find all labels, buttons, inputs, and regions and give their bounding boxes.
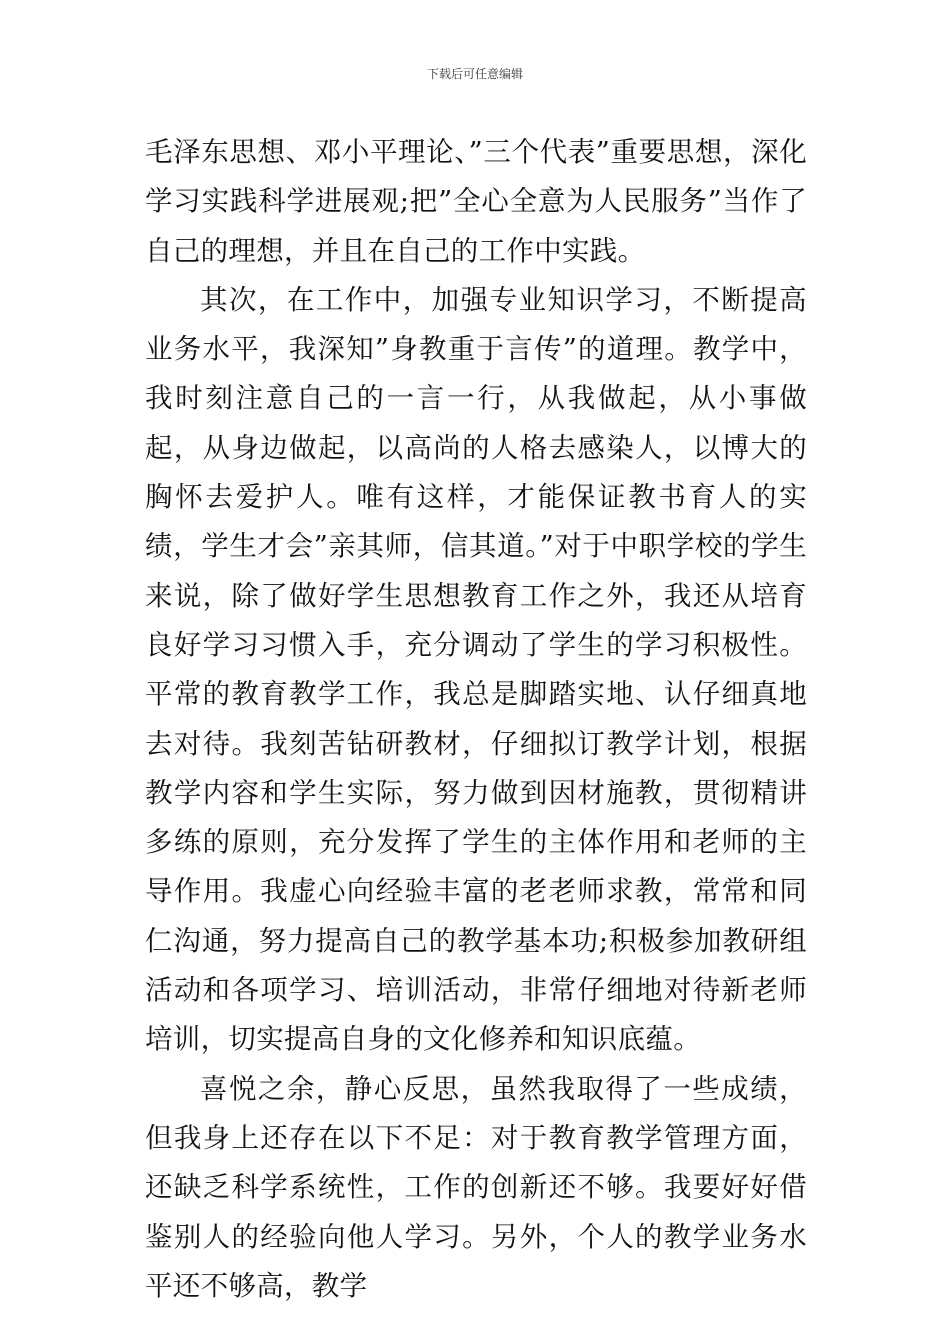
paragraph-1: 毛泽东思想、邓小平理论、”三个代表”重要思想，深化学习实践科学进展观;把”全心全意为人民服务”当作了自己的理想，并且在自己的工作中实践。	[145, 136, 807, 267]
paragraph-2: 其次，在工作中，加强专业知识学习，不断提高业务水平，我深知”身教重于言传”的道理。教学中，我时刻注意自己的一言一行，从我做起，从小事做起，从身边做起，以高尚的人格去感染人，以博大的胸怀去爱护人。唯有这样，才能保证教书育人的实绩，学生才会”亲其师，信其道。”对于中职学校的学生来说，除了做好学生思想教育工作之外，我还从培育良好学习习惯入手，充分调动了学生的学习积极性。平常的教育教学工作，我总是脚踏实地、认仔细真地去对待。我刻苦钻研教材，仔细拟订教学计划，根据教学内容和学生实际，努力做到因材施教，贯彻精讲多练的原则，充分发挥了学生的主体作用和老师的主导作用。我虚心向经验丰富的老老师求教，常常和同仁沟通，努力提高自己的教学基本功;积极参加教研组活动和各项学习、培训活动，非常仔细地对待新老师培训，切实提高自身的文化修养和知识底蕴。	[145, 283, 807, 1056]
page-header: 下载后可任意编辑	[426, 67, 523, 81]
document-body	[145, 128, 807, 1311]
paragraph-3: 喜悦之余，静心反思，虽然我取得了一些成绩，但我身上还存在以下不足：对于教育教学管理方面，还缺乏科学系统性，工作的创新还不够。我要好好借鉴别人的经验向他人学习。另外，个人的教学业务水平还不够高，教学	[145, 1072, 807, 1302]
